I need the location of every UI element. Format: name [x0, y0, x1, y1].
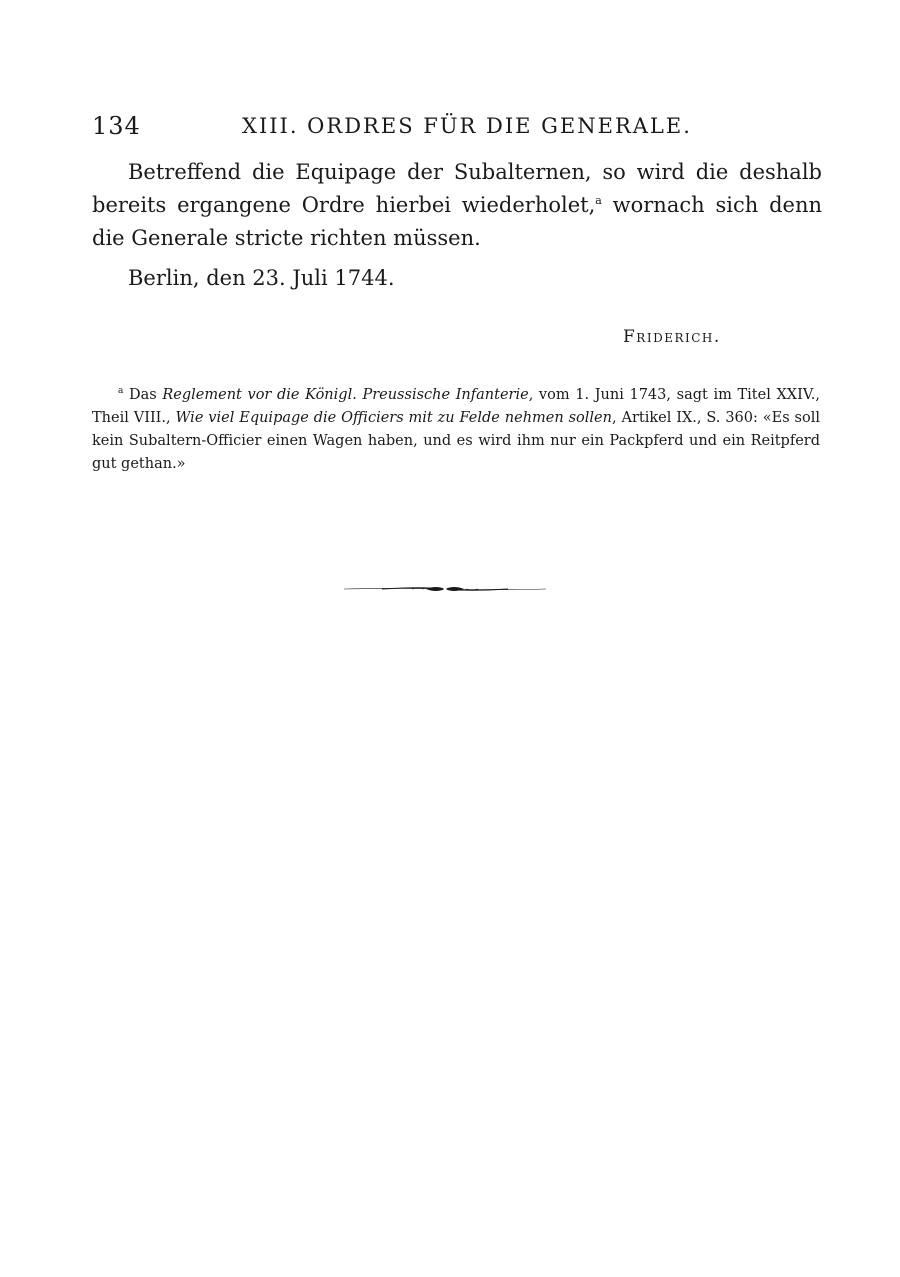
page-header: [92, 112, 822, 144]
footnote-title-reglement: Reglement vor die Königl. Preussische Infanterie: [162, 387, 529, 403]
footnote-text-2: , vom 1. Juni 1743, sagt im Titel XXIV., Theil VIII.,: [92, 387, 821, 426]
order-paragraph-end: wornach sich denn die Generale stricte richten müssen.: [92, 193, 822, 250]
footnote-text-1: Das: [123, 387, 163, 403]
footnote-reference-mark: a: [595, 194, 602, 207]
tailpiece-ornament-icon: [342, 582, 548, 596]
footnote-paragraph: [92, 384, 820, 476]
footnote: [92, 384, 820, 476]
footnote-text-3: , Artikel IX., S. 360: «Es soll kein Subaltern-Officier einen Wagen haben, und es wird ihm nur ein Packpferd und ein Reitpferd gut gethan.»: [92, 410, 821, 472]
signature: Friderich.: [623, 327, 721, 347]
dateline: Berlin, den 23. Juli 1744.: [128, 266, 395, 290]
order-text: [92, 156, 822, 255]
order-paragraph-start: Betreffend die Equipage der Subalternen, so wird die deshalb bereits ergangene Ordre hierbei wiederholet,: [92, 160, 822, 217]
running-title: XIII. ORDRES FÜR DIE GENERALE.: [242, 114, 692, 138]
footnote-title-equipage: Wie viel Equipage die Officiers mit zu Felde nehmen sollen: [175, 410, 612, 426]
page-number: 134: [92, 112, 141, 140]
order-paragraph: [92, 156, 822, 255]
footnote-mark: a: [118, 386, 124, 397]
